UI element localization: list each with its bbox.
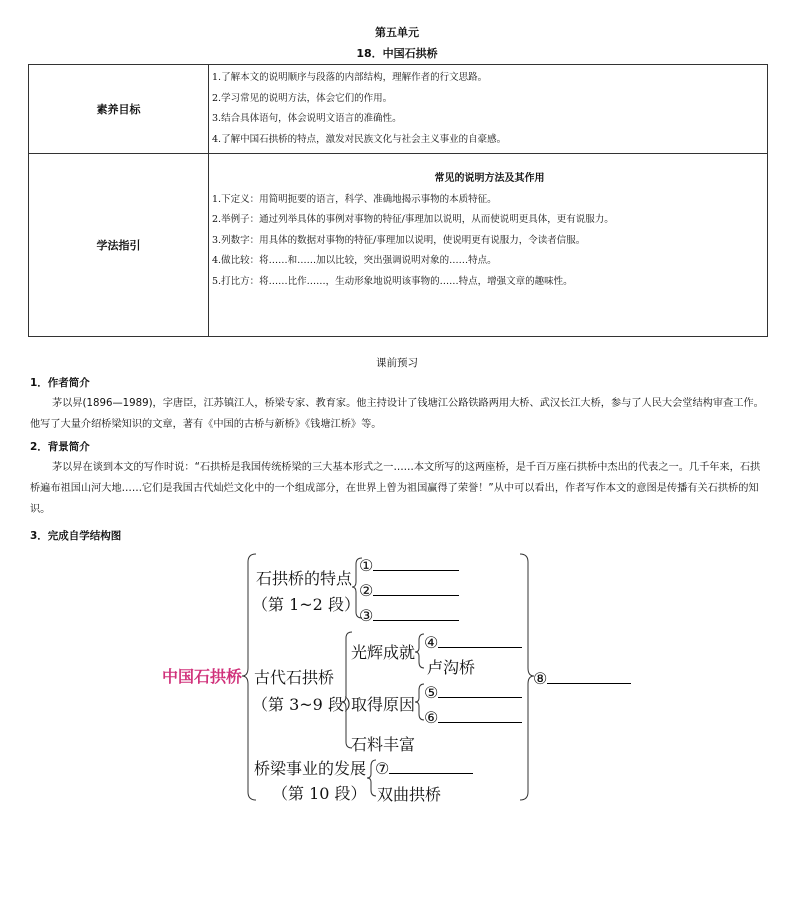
glory-item-lugou: 卢沟桥 xyxy=(427,658,476,677)
item-number: ⑤ xyxy=(424,683,439,702)
section-heading-structure: 3．完成自学结构图 xyxy=(30,530,122,542)
item-number: ① xyxy=(359,556,374,575)
branch1-paragraphs: （第 1~2 段） xyxy=(252,595,360,614)
blank-item-4[interactable] xyxy=(424,631,522,652)
goal-line: 3.结合具体语句，体会说明文语言的准确性。 xyxy=(212,113,402,124)
preview-title: 课前预习 xyxy=(376,357,418,369)
item-number: ④ xyxy=(424,633,439,652)
item-number: ⑥ xyxy=(424,708,439,727)
goals-label: 素养目标 xyxy=(29,65,209,154)
item-number: ⑦ xyxy=(375,759,390,778)
sub-stone: 石料丰富 xyxy=(351,735,416,754)
blank-item-3[interactable] xyxy=(359,604,459,625)
sub-reason: 取得原因 xyxy=(351,695,416,714)
root-node: 中国石拱桥 xyxy=(162,667,243,686)
background-text: 茅以昇在谈到本文的写作时说：“石拱桥是我国传统桥梁的三大基本形式之一……本文所写的这两座桥，是千百万座石拱桥中杰出的代表之一。几千年来，石拱桥遍布祖国山河大地……它们是我国古代灿烂文化中的一个组成部分，在世界上曾为祖国赢得了荣誉！”从中可以看出，作者写作本文的意图是传播有关石拱桥的知识。 xyxy=(30,462,761,515)
dev-item-shuangqu: 双曲拱桥 xyxy=(377,785,442,804)
sub-glory: 光辉成就 xyxy=(351,643,416,662)
section-heading-background: 2．背景简介 xyxy=(30,441,90,453)
method-label: 学法指引 xyxy=(29,154,209,337)
blank-item-1[interactable] xyxy=(359,554,459,575)
methods-title: 常见的说明方法及其作用 xyxy=(434,172,545,184)
goal-line: 1.了解本文的说明顺序与段落的内部结构，理解作者的行文思路。 xyxy=(212,72,488,83)
item-number: ⑧ xyxy=(533,669,548,688)
blank-item-5[interactable] xyxy=(424,681,522,702)
branch3-title: 桥梁事业的发展 xyxy=(254,759,367,778)
branch1-title: 石拱桥的特点 xyxy=(256,569,353,588)
method-line: 4.做比较：将……和……加以比较，突出强调说明对象的……特点。 xyxy=(212,255,497,267)
method-line: 5.打比方：将……比作……，生动形象地说明该事物的……特点，增强文章的趣味性。 xyxy=(212,275,573,287)
method-line: 1.下定义：用简明扼要的语言，科学、准确地揭示事物的本质特征。 xyxy=(212,193,497,205)
author-text: 茅以昇(1896—1989)，字唐臣，江苏镇江人，桥梁专家、教育家。他主持设计了钱塘江公路铁路两用大桥、武汉长江大桥，参与了人民大会堂结构审查工作。他写了大量介绍桥梁知识的文章，著有《中国的古桥与新桥》《钱塘江桥》等。 xyxy=(30,398,764,430)
lesson-title: 18．中国石拱桥 xyxy=(356,47,438,60)
method-line: 3.列数字：用具体的数据对事物的特征/事理加以说明，使说明更有说服力，令读者信服。 xyxy=(212,234,586,246)
branch3-paragraphs: （第 10 段） xyxy=(272,784,367,803)
branch2-title: 古代石拱桥 xyxy=(254,668,335,687)
method-line: 2.举例子：通过列举具体的事例对事物的特征/事理加以说明，从而使说明更具体，更有说服力。 xyxy=(212,214,614,226)
branch2-paragraphs: （第 3~9 段） xyxy=(252,695,360,714)
unit-title: 第五单元 xyxy=(375,26,419,39)
blank-item-2[interactable] xyxy=(359,579,459,600)
blank-item-7[interactable] xyxy=(375,757,473,778)
blank-item-6[interactable] xyxy=(424,706,522,727)
blank-item-8[interactable] xyxy=(533,667,631,688)
item-number: ② xyxy=(359,581,374,600)
goal-line: 2.学习常见的说明方法，体会它们的作用。 xyxy=(212,92,393,104)
section-heading-author: 1．作者简介 xyxy=(30,377,90,389)
goal-line: 4.了解中国石拱桥的特点，激发对民族文化与社会主义事业的自豪感。 xyxy=(212,133,507,145)
item-number: ③ xyxy=(359,606,374,625)
